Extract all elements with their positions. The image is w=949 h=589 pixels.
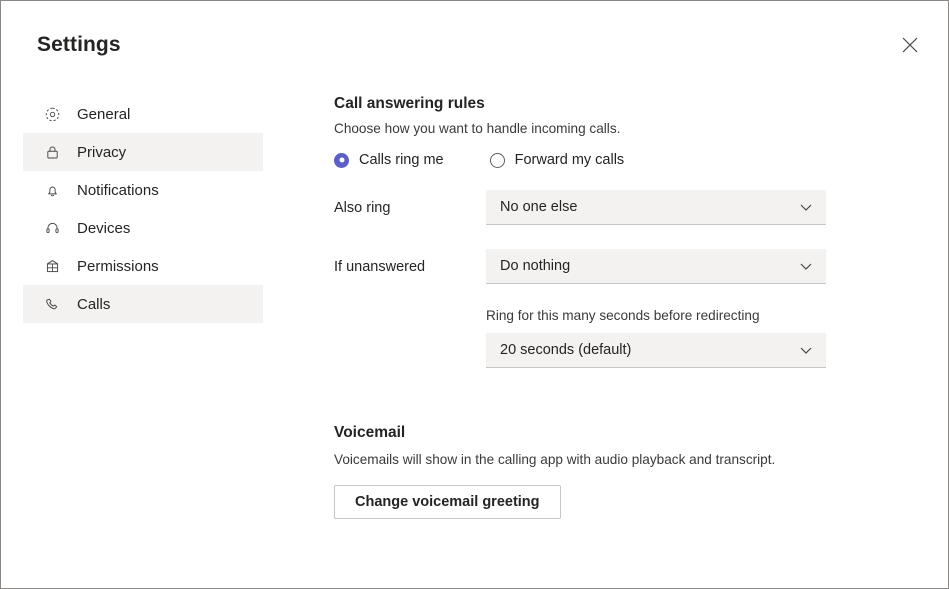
ring-timeout-value: 20 seconds (default) — [500, 342, 632, 358]
voicemail-heading: Voicemail — [334, 424, 406, 441]
close-icon — [902, 37, 918, 53]
if-unanswered-label: If unanswered — [334, 258, 426, 275]
radio-selected-icon — [334, 153, 349, 168]
voicemail-description: Voicemails will show in the calling app with audio playback and transcript. — [334, 452, 776, 467]
close-button[interactable] — [890, 25, 930, 65]
settings-sidebar — [23, 95, 263, 323]
radio-unselected-icon — [490, 153, 505, 168]
permissions-icon — [41, 255, 63, 277]
headset-icon — [41, 217, 63, 239]
lock-icon — [41, 141, 63, 163]
also-ring-field — [334, 190, 924, 225]
sidebar-item-label: General — [77, 105, 131, 123]
sidebar-item-privacy[interactable] — [23, 133, 263, 171]
also-ring-label: Also ring — [334, 199, 391, 216]
radio-label: Calls ring me — [359, 152, 444, 168]
calls-settings-panel — [334, 95, 924, 519]
bell-icon — [41, 179, 63, 201]
radio-calls-ring-me[interactable] — [334, 152, 444, 168]
voicemail-section — [334, 424, 924, 519]
also-ring-value: No one else — [500, 199, 578, 215]
sidebar-item-general[interactable] — [23, 95, 263, 133]
page-title: Settings — [37, 33, 121, 56]
change-voicemail-greeting-button[interactable]: Change voicemail greeting — [334, 485, 561, 519]
call-rules-heading: Call answering rules — [334, 95, 485, 112]
if-unanswered-field — [334, 249, 924, 284]
sidebar-item-calls[interactable] — [23, 285, 263, 323]
chevron-down-icon — [798, 258, 814, 274]
call-rules-radio-group — [334, 152, 924, 168]
ring-timeout-dropdown[interactable] — [486, 333, 826, 368]
chevron-down-icon — [798, 342, 814, 358]
sidebar-item-label: Notifications — [77, 181, 159, 199]
also-ring-dropdown[interactable] — [486, 190, 826, 225]
ring-timeout-field — [486, 308, 924, 368]
phone-icon — [41, 293, 63, 315]
if-unanswered-dropdown[interactable] — [486, 249, 826, 284]
chevron-down-icon — [798, 199, 814, 215]
sidebar-item-label: Permissions — [77, 257, 159, 275]
window-titlebar — [1, 1, 948, 79]
gear-icon — [41, 103, 63, 125]
radio-label: Forward my calls — [514, 152, 625, 168]
radio-forward-my-calls[interactable] — [490, 152, 625, 168]
sidebar-item-label: Devices — [77, 219, 131, 237]
call-rules-description: Choose how you want to handle incoming calls. — [334, 121, 621, 136]
sidebar-item-label: Privacy — [77, 143, 127, 161]
if-unanswered-value: Do nothing — [500, 258, 571, 274]
ring-timeout-label: Ring for this many seconds before redirecting — [486, 308, 760, 323]
sidebar-item-label: Calls — [77, 295, 111, 313]
sidebar-item-permissions[interactable] — [23, 247, 263, 285]
sidebar-item-devices[interactable] — [23, 209, 263, 247]
sidebar-item-notifications[interactable] — [23, 171, 263, 209]
